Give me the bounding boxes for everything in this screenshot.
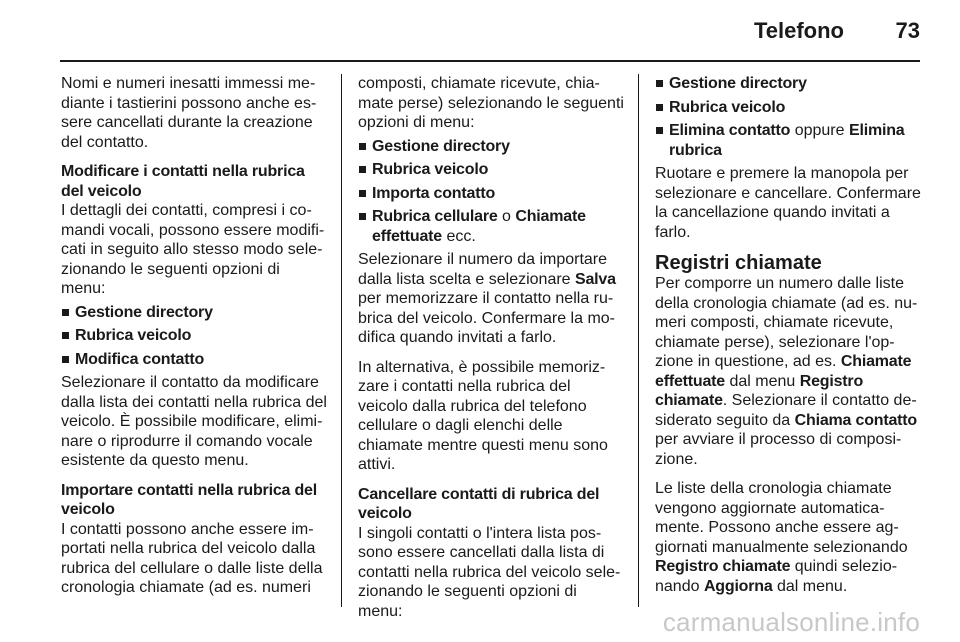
list-item: Gestione directory [655,74,921,94]
bullet-icon [62,332,69,339]
delete-paragraph: I singoli contatti o l'intera lista pos-sono essere cancellati dalla lista di contatti nella rubrica del veicolo sele-zionando le seguenti opzioni di menu: [358,524,621,620]
modify-paragraph: I dettagli dei contatti, compresi i co-mandi vocali, possono essere modifi-cati in seguito allo stesso modo sele-zionando le seguenti opzioni di menu: [61,202,325,297]
header-rule [60,60,920,62]
modify-menu-list [61,303,327,370]
column-divider-2 [638,74,639,607]
heading-delete-contacts: Cancellare contatti di rubrica del veicolo [358,485,600,522]
bullet-icon [656,104,663,111]
page-number: 73 [895,18,920,43]
list-item: Modifica contatto [61,350,327,370]
list-item: Rubrica cellulare o Chiamate effettuate ecc. [358,207,624,246]
bullet-icon [656,127,663,134]
intro-paragraph: Nomi e numeri inesatti immessi me-diante i tastierini possono anche es-sere cancellati durante la creazione del contatto. [61,75,317,151]
list-item: Rubrica veicolo [358,160,624,180]
select-contact-paragraph: Selezionare il contatto da modificare dalla lista dei contatti nella rubrica del veicolo. È possibile modificare, elimi-nare o riprodurre il comando vocale esistente da questo menu. [61,374,327,469]
list-item: Gestione directory [61,303,327,323]
bullet-icon [359,213,366,220]
call-logs-paragraph: Per comporre un numero dalle liste della cronologia chiamate (ad es. nu-meri composti, chiamate ricevute, chiamate perse), selezionare l'op-zione in questione, ad es. Chiamate effettuate dal menu Registro chiamate. Selezionare il contatto de-siderato seguito da Chiama contatto per avviare il processo di composi-zione. [655,275,918,468]
bullet-icon [359,143,366,150]
column-2 [358,74,624,631]
column-divider-1 [341,74,342,607]
update-lists-paragraph: Le liste della cronologia chiamate vengono aggiornate automatica-mente. Possono anche essere ag-giornati manualmente selezionando Registro chiamate quindi selezio-nando Aggiorna dal menu. [655,480,908,595]
column-3 [655,74,921,606]
column-1 [61,74,327,608]
list-item: Importa contatto [358,184,624,204]
list-item: Rubrica veicolo [655,98,921,118]
bullet-icon [359,166,366,173]
bullet-icon [359,190,366,197]
page-header [0,0,960,62]
page-title: Telefono [753,18,844,43]
continued-paragraph: composti, chiamate ricevute, chia-mate perse) selezionando le seguenti opzioni di menu: [358,75,624,131]
list-item: Rubrica veicolo [61,326,327,346]
heading-modify-contacts: Modificare i contatti nella rubrica del veicolo [61,163,305,200]
list-item: Elimina contatto oppure Elimina rubrica [655,121,921,160]
delete-menu-list [655,74,921,160]
list-item: Gestione directory [358,137,624,157]
heading-import-contacts: Importare contatti nella rubrica del veicolo [61,481,317,518]
bullet-icon [656,80,663,87]
alternative-paragraph: In alternativa, è possibile memoriz-zare i contatti nella rubrica del veicolo dalla rubrica del telefono cellulare o dagli elenchi delle chiamate mentre questi menu sono attivi. [358,358,608,473]
import-paragraph: I contatti possono anche essere im-portati nella rubrica del veicolo dalla rubrica del cellulare o dalle liste della cronologia chiamate (ad es. numeri [61,520,323,596]
bullet-icon [62,309,69,316]
import-menu-list [358,137,624,247]
select-number-paragraph: Selezionare il numero da importare dalla lista scelta e selezionare Salva per memorizzare il contatto nella ru-brica del veicolo. Confermare la mo-difica quando invitati a farlo. [358,251,616,346]
bullet-icon [62,356,69,363]
watermark: carmanualsonline.info [662,607,920,637]
heading-call-logs: Registri chiamate [655,252,822,274]
rotate-paragraph: Ruotare e premere la manopola per selezionare e cancellare. Confermare la cancellazione quando invitati a farlo. [655,165,921,241]
